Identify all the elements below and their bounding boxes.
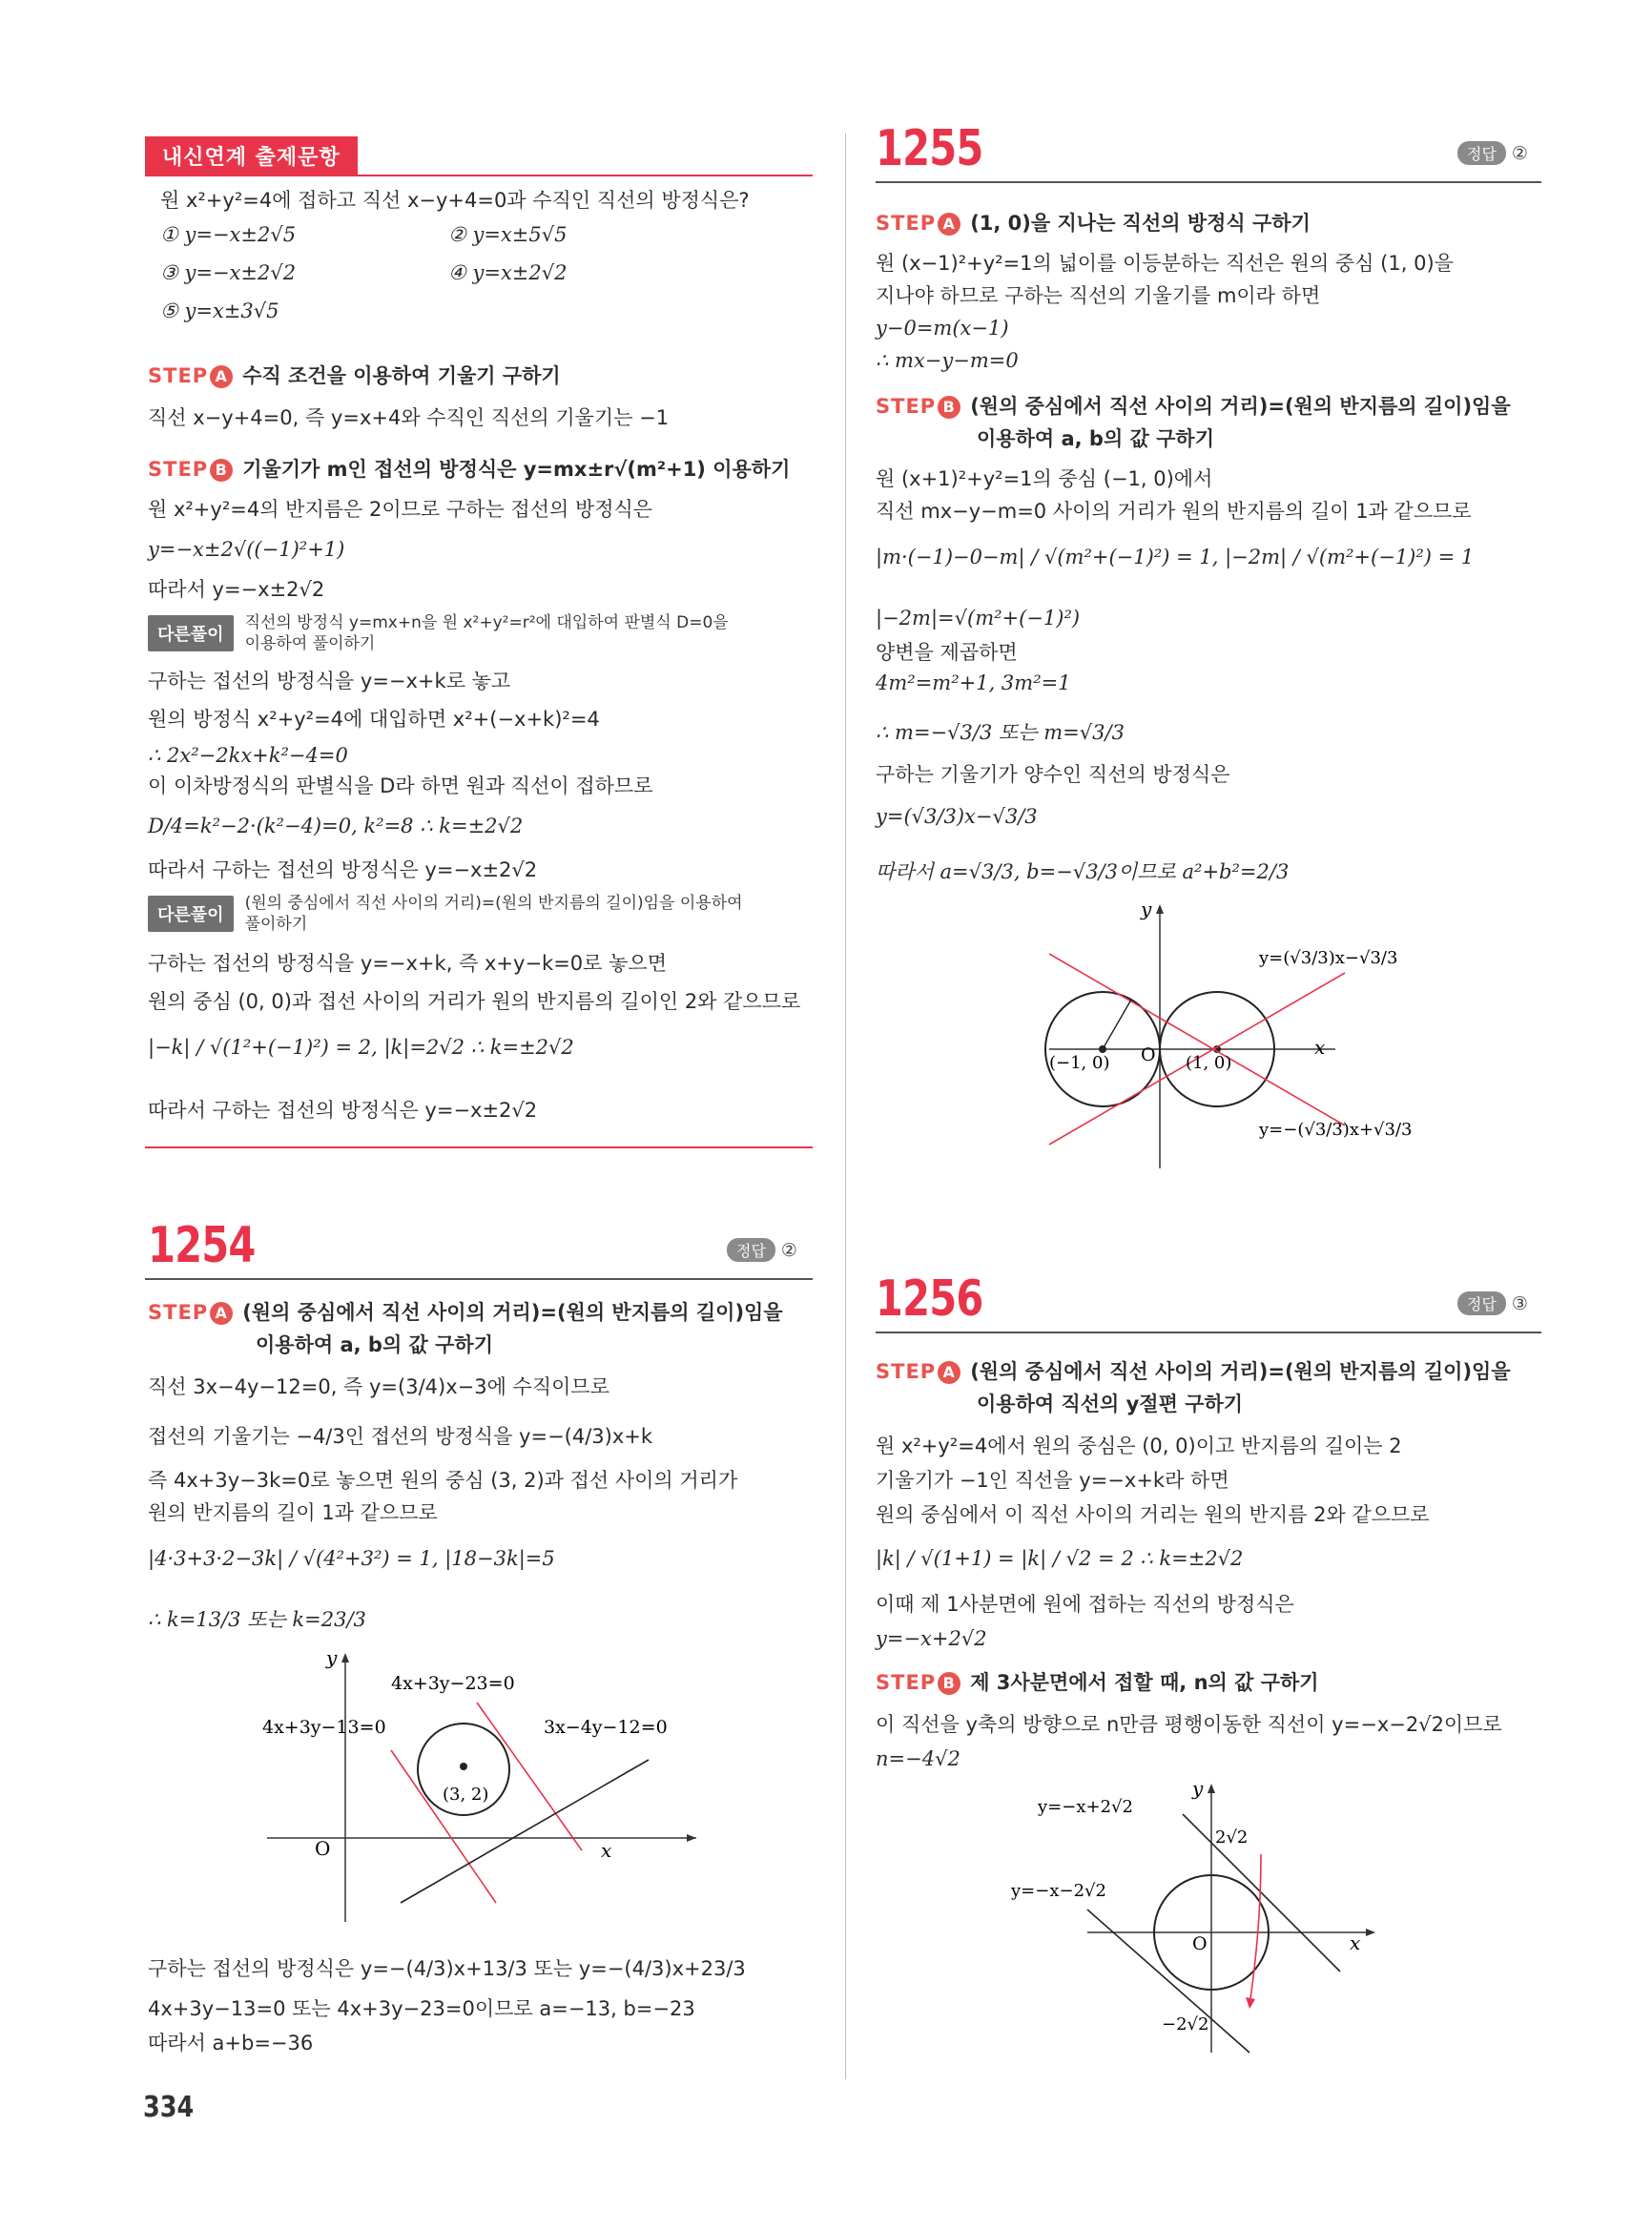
step-a-heading-2: 이용하여 a, b의 값 구하기: [256, 1333, 493, 1356]
alt2-line: |−k| / √(1²+(−1)²) = 2, |k|=2√2 ∴ k=±2√2: [148, 1036, 574, 1059]
graph-1254: [258, 1645, 706, 1931]
problem-number-1255: 1255: [876, 120, 983, 177]
p1255-a-line: y−0=m(x−1): [876, 317, 1009, 340]
p1254-line: |4·3+3·2−3k| / √(4²+3²) = 1, |18−3k|=5: [148, 1547, 555, 1570]
step-b-line-2: y=−x±2√((−1)²+1): [148, 538, 345, 561]
step-b-heading: STEP B 제 3사분면에서 접할 때, n의 값 구하기: [876, 1671, 1319, 1694]
p1256-a-line: 원의 중심에서 이 직선 사이의 거리는 원의 반지름 2와 같으므로: [876, 1503, 1430, 1526]
answer-1255: 정답 ②: [1457, 141, 1528, 165]
y-axis-label: y: [326, 1646, 338, 1669]
origin-label: O: [1192, 1933, 1208, 1954]
p1255-b-line: y=(√3/3)x−√3/3: [876, 805, 1038, 828]
p1255-b-line: 4m²=m²+1, 3m²=1: [876, 671, 1071, 694]
center-label-2: (1, 0): [1186, 1053, 1232, 1073]
p1254-line: 즉 4x+3y−3k=0로 놓으면 원의 중심 (3, 2)과 접선 사이의 거리가: [148, 1469, 738, 1492]
p1256-a-line: y=−x+2√2: [876, 1627, 987, 1650]
p1254-line: 원의 반지름의 길이 1과 같으므로: [148, 1501, 438, 1524]
problem-rule: [145, 1278, 813, 1280]
p1256-a-line: 기울기가 −1인 직선을 y=−x+k라 하면: [876, 1469, 1229, 1492]
step-b-heading: STEP B (원의 중심에서 직선 사이의 거리)=(원의 반지름의 길이)임을: [876, 395, 1511, 418]
alt1-line: 구하는 접선의 방정식을 y=−x+k로 놓고: [148, 670, 511, 692]
alt1-line: 이 이차방정식의 판별식을 D라 하면 원과 직선이 접하므로: [148, 774, 653, 797]
alt-solution-2: 다른풀이 (원의 중심에서 직선 사이의 거리)=(원의 반지름의 길이)임을 이용하여 풀이하기: [148, 893, 743, 935]
problem-rule: [876, 1332, 1541, 1333]
p1254-after: 따라서 a+b=−36: [148, 2032, 314, 2054]
p1255-a-line: 지나야 하므로 구하는 직선의 기울기를 m이라 하면: [876, 284, 1321, 307]
header-tag: 내신연계 출제문항: [145, 136, 358, 175]
p1256-a-line: |k| / √(1+1) = |k| / √2 = 2 ∴ k=±2√2: [876, 1547, 1244, 1570]
p1255-a-line: 원 (x−1)²+y²=1의 넓이를 이등분하는 직선은 원의 중심 (1, 0)을: [876, 252, 1454, 275]
p1255-a-line: ∴ mx−y−m=0: [876, 349, 1019, 372]
center-label: (3, 2): [443, 1785, 489, 1805]
step-a-heading: STEP A (원의 중심에서 직선 사이의 거리)=(원의 반지름의 길이)임을: [876, 1360, 1511, 1383]
choice-4: ④ y=x±2√2: [448, 261, 568, 284]
p1254-line: ∴ k=13/3 또는 k=23/3: [148, 1608, 366, 1631]
alt1-line: 따라서 구하는 접선의 방정식은 y=−x±2√2: [148, 858, 538, 881]
lower-line-label: y=−(√3/3)x+√3/3: [1259, 1120, 1413, 1140]
lower-intercept-label: −2√2: [1162, 2014, 1209, 2034]
p1256-b-line: 이 직선을 y축의 방향으로 n만큼 평행이동한 직선이 y=−x−2√2이므로: [876, 1713, 1502, 1736]
choice-1: ① y=−x±2√5: [160, 223, 297, 246]
center-label-1: (−1, 0): [1049, 1053, 1110, 1073]
step-a-heading: STEP A (원의 중심에서 직선 사이의 거리)=(원의 반지름의 길이)임을: [148, 1301, 783, 1324]
p1256-b-line: n=−4√2: [876, 1747, 960, 1770]
graph-1256: [1011, 1776, 1393, 2062]
x-axis-label: x: [1350, 1931, 1361, 1954]
p1254-after: 4x+3y−13=0 또는 4x+3y−23=0이므로 a=−13, b=−23: [148, 1997, 695, 2020]
answer-1254: 정답 ②: [727, 1238, 797, 1262]
alt2-line: 구하는 접선의 방정식을 y=−x+k, 즉 x+y−k=0로 놓으면: [148, 952, 667, 975]
y-axis-label: y: [1141, 898, 1152, 920]
p1255-b-line: |m·(−1)−0−m| / √(m²+(−1)²) = 1, |−2m| / √(m²+(−1)²) = 1: [876, 546, 1475, 568]
alt2-line: 원의 중심 (0, 0)과 접선 사이의 거리가 원의 반지름의 길이인 2와 같으므로: [148, 990, 801, 1013]
alt-label: 다른풀이: [148, 896, 234, 932]
step-b-heading-2: 이용하여 a, b의 값 구하기: [977, 427, 1214, 450]
upper-line-label: y=(√3/3)x−√3/3: [1259, 948, 1398, 968]
column-divider: [845, 134, 846, 2079]
p1256-a-line: 이때 제 1사분면에 원에 접하는 직선의 방정식은: [876, 1593, 1294, 1616]
p1255-b-line: 양변을 제곱하면: [876, 641, 1018, 664]
answer-1256: 정답 ③: [1457, 1291, 1528, 1315]
upper-line-label: y=−x+2√2: [1038, 1797, 1133, 1817]
alt1-line: ∴ 2x²−2kx+k²−4=0: [148, 744, 348, 767]
p1255-b-line: 구하는 기울기가 양수인 직선의 방정식은: [876, 763, 1230, 786]
x-axis-label: x: [1314, 1036, 1326, 1059]
origin-label: O: [1141, 1044, 1156, 1065]
step-b-heading: STEP B 기울기가 m인 접선의 방정식은 y=mx±r√(m²+1) 이용하기: [148, 458, 791, 481]
section-end-rule: [145, 1146, 813, 1148]
y-axis-label: y: [1192, 1777, 1204, 1800]
step-a-heading: STEP A (1, 0)을 지나는 직선의 방정식 구하기: [876, 212, 1311, 235]
p1254-after: 구하는 접선의 방정식은 y=−(4/3)x+13/3 또는 y=−(4/3)x+23/3: [148, 1957, 746, 1980]
p1255-b-line: ∴ m=−√3/3 또는 m=√3/3: [876, 721, 1125, 744]
p1256-a-line: 원 x²+y²=4에서 원의 중심은 (0, 0)이고 반지름의 길이는 2: [876, 1435, 1402, 1457]
problem-number-1254: 1254: [148, 1217, 256, 1274]
origin-label: O: [315, 1837, 331, 1860]
p1254-line: 직선 3x−4y−12=0, 즉 y=(3/4)x−3에 수직이므로: [148, 1375, 609, 1398]
problem-number-1256: 1256: [876, 1270, 983, 1328]
line-label-b: 4x+3y−13=0: [262, 1717, 386, 1738]
alt2-line: 따라서 구하는 접선의 방정식은 y=−x±2√2: [148, 1099, 538, 1122]
x-axis-label: x: [601, 1839, 612, 1862]
p1255-b-line: |−2m|=√(m²+(−1)²): [876, 607, 1081, 630]
p1255-b-line: 원 (x+1)²+y²=1의 중심 (−1, 0)에서: [876, 467, 1213, 490]
choice-3: ③ y=−x±2√2: [160, 261, 297, 284]
line-label-a: 4x+3y−23=0: [391, 1673, 515, 1694]
step-a-heading-2: 이용하여 직선의 y절편 구하기: [977, 1393, 1244, 1415]
p1255-b-line: 따라서 a=√3/3, b=−√3/3이므로 a²+b²=2/3: [876, 860, 1290, 883]
p1254-line: 접선의 기울기는 −4/3인 접선의 방정식을 y=−(4/3)x+k: [148, 1425, 653, 1448]
line-label-c: 3x−4y−12=0: [544, 1717, 668, 1738]
alt1-line: D/4=k²−2·(k²−4)=0, k²=8 ∴ k=±2√2: [148, 815, 524, 837]
step-a-heading: STEP A 수직 조건을 이용하여 기울기 구하기: [148, 364, 561, 387]
header-rule: [145, 175, 813, 176]
lower-line-label: y=−x−2√2: [1011, 1881, 1106, 1901]
choice-5: ⑤ y=x±3√5: [160, 299, 279, 322]
page-number: 334: [143, 2091, 195, 2124]
exam-question: 원 x²+y²=4에 접하고 직선 x−y+4=0과 수직인 직선의 방정식은?: [160, 189, 750, 212]
step-b-line-3: 따라서 y=−x±2√2: [148, 578, 325, 601]
alt1-line: 원의 방정식 x²+y²=4에 대입하면 x²+(−x+k)²=4: [148, 708, 600, 731]
step-b-line-1: 원 x²+y²=4의 반지름은 2이므로 구하는 접선의 방정식은: [148, 498, 653, 521]
p1255-b-line: 직선 mx−y−m=0 사이의 거리가 원의 반지름의 길이 1과 같으므로: [876, 500, 1472, 523]
graph-1255: [1030, 897, 1507, 1173]
alt-label: 다른풀이: [148, 615, 234, 651]
step-a-line: 직선 x−y+4=0, 즉 y=x+4와 수직인 직선의 기울기는 −1: [148, 406, 670, 429]
alt-solution-1: 다른풀이 직선의 방정식 y=mx+n을 원 x²+y²=r²에 대입하여 판별식 D=0을 이용하여 풀이하기: [148, 612, 729, 654]
upper-intercept-label: 2√2: [1215, 1827, 1249, 1848]
problem-rule: [876, 181, 1541, 183]
choice-2: ② y=x±5√5: [448, 223, 568, 246]
